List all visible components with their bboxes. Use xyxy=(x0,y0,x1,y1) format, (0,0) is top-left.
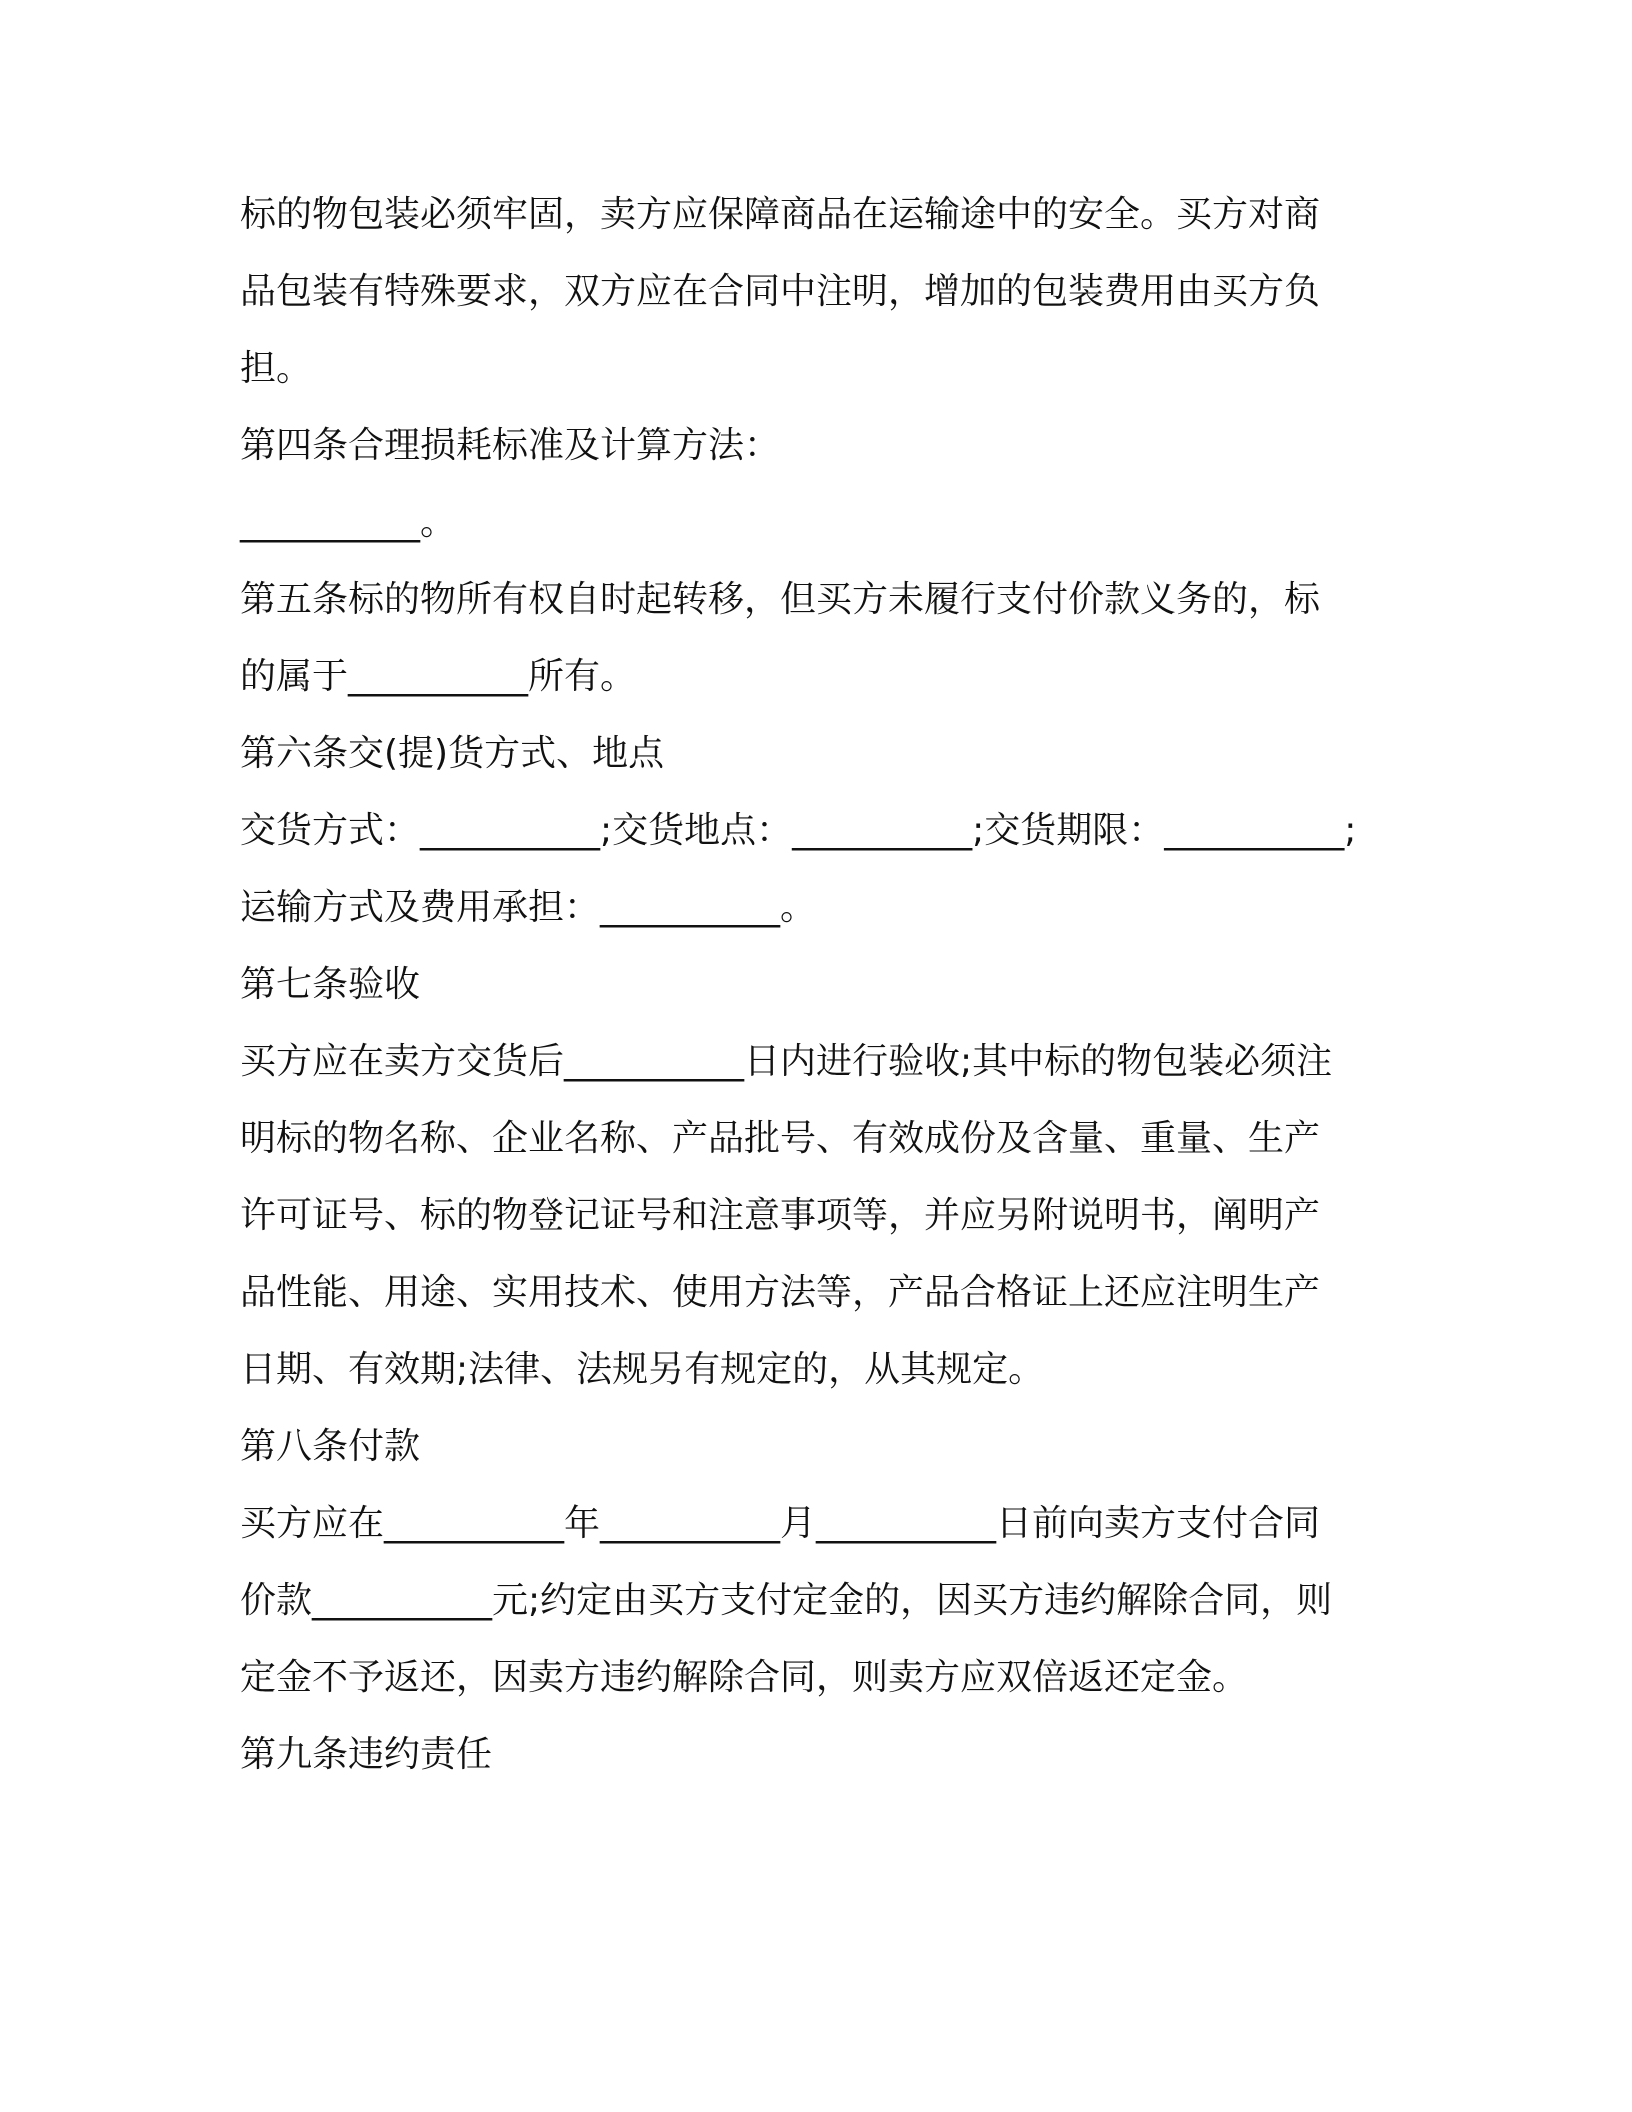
article-heading: 第九条违约责任 xyxy=(240,1734,493,1775)
text-line: 买方应在__________年__________月__________日前向卖方支付合同 xyxy=(240,1503,1321,1544)
article-heading: 第七条验收 xyxy=(240,964,421,1005)
text-line: 担。 xyxy=(240,348,313,389)
text-line: __________。 xyxy=(240,502,457,543)
document-body xyxy=(240,186,1420,1803)
text-line: 品包装有特殊要求，双方应在合同中注明，增加的包装费用由买方负 xyxy=(240,271,1321,312)
text-line: 的属于__________所有。 xyxy=(240,656,637,697)
text-line: 许可证号、标的物登记证号和注意事项等，并应另附说明书，阐明产 xyxy=(240,1195,1321,1236)
text-line: 运输方式及费用承担：__________。 xyxy=(240,887,817,928)
text-line: 买方应在卖方交货后__________日内进行验收;其中标的物包装必须注 xyxy=(240,1041,1333,1082)
text-line: 交货方式：__________;交货地点：__________;交货期限：__________; xyxy=(240,810,1357,851)
text-line: 第五条标的物所有权自时起转移，但买方未履行支付价款义务的，标 xyxy=(240,579,1321,620)
text-line: 价款__________元;约定由买方支付定金的，因买方违约解除合同，则 xyxy=(240,1580,1333,1621)
article-heading: 第六条交(提)货方式、地点 xyxy=(240,733,665,774)
text-line: 日期、有效期;法律、法规另有规定的，从其规定。 xyxy=(240,1349,1045,1390)
text-line: 定金不予返还，因卖方违约解除合同，则卖方应双倍返还定金。 xyxy=(240,1657,1249,1698)
text-line: 标的物包装必须牢固，卖方应保障商品在运输途中的安全。买方对商 xyxy=(240,194,1321,235)
text-line: 明标的物名称、企业名称、产品批号、有效成份及含量、重量、生产 xyxy=(240,1118,1321,1159)
text-line: 品性能、用途、实用技术、使用方法等，产品合格证上还应注明生产 xyxy=(240,1272,1321,1313)
article-heading: 第八条付款 xyxy=(240,1426,421,1467)
article-heading: 第四条合理损耗标准及计算方法： xyxy=(240,425,781,466)
